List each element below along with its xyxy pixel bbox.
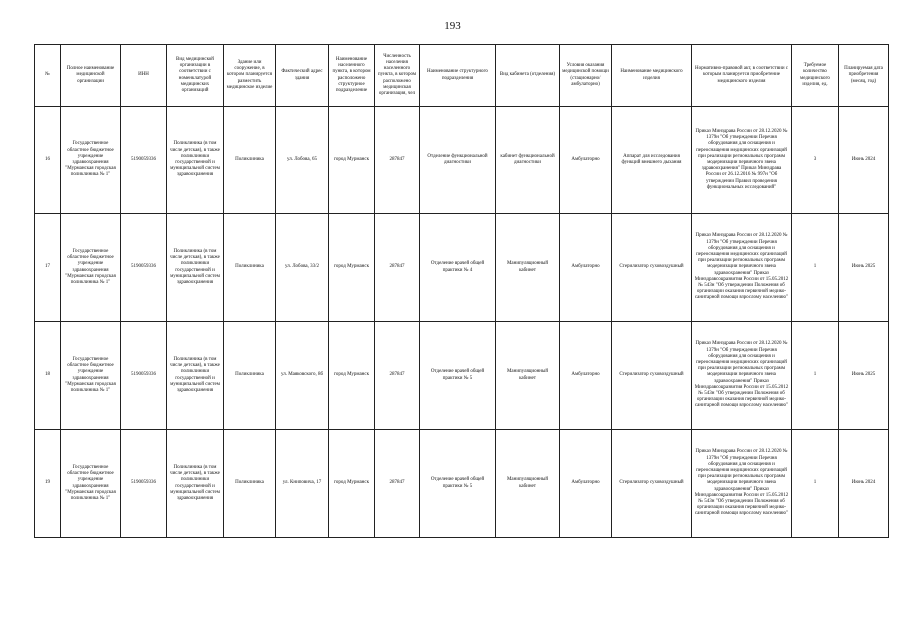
page-number: 193 — [444, 20, 461, 32]
cell-conditions: Амбулаторно — [560, 107, 612, 214]
cell-number: 18 — [35, 322, 61, 430]
cell-inn: 5190059336 — [121, 214, 167, 322]
header-row — [35, 45, 889, 107]
cell-conditions: Амбулаторно — [560, 430, 612, 538]
cell-cabinet: Манипуляционный кабинет — [496, 430, 560, 538]
cell-quantity: 1 — [792, 322, 839, 430]
cell-inn: 5190059336 — [121, 322, 167, 430]
cell-org-type: Поликлиника (в том числе детская), в также поликлиники государственной и муниципальной систем здравоохранения — [167, 430, 224, 538]
cell-building: Поликлиника — [224, 322, 276, 430]
header-cell-unit: Наименование структурного подразделения — [420, 45, 496, 107]
cell-locality: город Мурманск — [329, 107, 375, 214]
cell-inn: 5190059336 — [121, 107, 167, 214]
cell-population: 287847 — [375, 430, 420, 538]
cell-org: Государственное областное бюджетное учреждение здравоохранения "Мурманская городская поликлиника № 1" — [61, 107, 121, 214]
cell-building: Поликлиника — [224, 214, 276, 322]
cell-act: Приказ Минздрава России от 28.12.2020 № 1379н "Об утверждении Перечня оборудования для оснащения и переоснащения медицинских организаций при реализации региональных программ модернизации первичного звена здравоохранения" Приказ Минздравсоцразвития России от 15.05.2012 № 543н "Об утверждении Положения об организации оказания первичной медико-санитарной помощи взрослому населению" — [692, 430, 792, 538]
cell-org: Государственное областное бюджетное учреждение здравоохранения "Мурманская городская поликлиника № 1" — [61, 322, 121, 430]
cell-unit: Отделение врачей общей практики № 4 — [420, 214, 496, 322]
cell-act: Приказ Минздрава России от 28.12.2020 № 1379н "Об утверждении Перечня оборудования для оснащения и переоснащения медицинских организаций при реализации региональных программ модернизации первичного звена здравоохранения" Приказ Минздравсоцразвития России от 15.05.2012 № 543н "Об утверждении Положения об организации оказания первичной медико-санитарной помощи взрослому населению" — [692, 214, 792, 322]
cell-number: 19 — [35, 430, 61, 538]
cell-act: Приказ Минздрава России от 28.12.2020 № 1379н "Об утверждении Перечня оборудования для оснащения и переоснащения медицинских организаций при реализации региональных программ модернизации первичного звена здравоохранения" Приказ Минздравсоцразвития России от 15.05.2012 № 543н "Об утверждении Положения об организации оказания первичной медико-санитарной помощи взрослому населению" — [692, 322, 792, 430]
header-cell-device: Наименование медицинского изделия — [612, 45, 692, 107]
header-cell-number: № — [35, 45, 61, 107]
header-cell-org-type: Вид медицинской организации в соответствии с номенклатурой медицинских организаций — [167, 45, 224, 107]
header-cell-inn: ИНН — [121, 45, 167, 107]
cell-act: Приказ Минздрава России от 28.12.2020 № 1379н "Об утверждении Перечня оборудования для оснащения и переоснащения медицинских организаций при реализации региональных программ модернизации первичного звена здравоохранения" Приказ Минздрава России от 26.12.2016 № 997н "Об утверждении Правил проведения функциональных исследований" — [692, 107, 792, 214]
cell-date: Июнь 2025 — [839, 322, 889, 430]
cell-quantity: 3 — [792, 107, 839, 214]
cell-org-type: Поликлиника (в том числе детская), в также поликлиники государственной и муниципальной систем здравоохранения — [167, 107, 224, 214]
cell-population: 287847 — [375, 214, 420, 322]
header-cell-locality: Наименование населенного пункта, в котором расположено структурное подразделение — [329, 45, 375, 107]
cell-building: Поликлиника — [224, 430, 276, 538]
cell-locality: город Мурманск — [329, 214, 375, 322]
cell-date: Июнь 2024 — [839, 107, 889, 214]
cell-org: Государственное областное бюджетное учреждение здравоохранения "Мурманская городская поликлиника № 1" — [61, 430, 121, 538]
header-cell-address: Фактический адрес здания — [276, 45, 329, 107]
cell-unit: Отделение врачей общей практики № 5 — [420, 430, 496, 538]
cell-building: Поликлиника — [224, 107, 276, 214]
cell-unit: Отделение функциональной диагностики — [420, 107, 496, 214]
cell-device: Стерилизатор суховоздушный — [612, 430, 692, 538]
header-cell-conditions: Условия оказания медицинской помощи (стационарно/амбулаторно) — [560, 45, 612, 107]
table-row — [35, 214, 889, 322]
cell-org: Государственное областное бюджетное учреждение здравоохранения "Мурманская городская поликлиника № 1" — [61, 214, 121, 322]
cell-unit: Отделение врачей общей практики № 5 — [420, 322, 496, 430]
cell-device: Стерилизатор суховоздушный — [612, 322, 692, 430]
cell-device: Аппарат для исследования функций внешнего дыхания — [612, 107, 692, 214]
cell-org-type: Поликлиника (в том числе детская), в также поликлиники государственной и муниципальной систем здравоохранения — [167, 322, 224, 430]
cell-population: 287847 — [375, 107, 420, 214]
cell-cabinet: Манипуляционный кабинет — [496, 214, 560, 322]
header-cell-building: Здание или сооружение, в котором планируется разместить медицинское изделие — [224, 45, 276, 107]
cell-quantity: 1 — [792, 430, 839, 538]
cell-population: 287847 — [375, 322, 420, 430]
header-cell-org: Полное наименование медицинской организации — [61, 45, 121, 107]
cell-address: ул. Книповича, 17 — [276, 430, 329, 538]
cell-address: ул. Маяковского, 8б — [276, 322, 329, 430]
header-cell-quantity: Требуемое количество медицинского изделия, ед. — [792, 45, 839, 107]
cell-org-type: Поликлиника (в том числе детская), в также поликлиники государственной и муниципальной систем здравоохранения — [167, 214, 224, 322]
cell-number: 17 — [35, 214, 61, 322]
cell-cabinet: кабинет функциональной диагностики — [496, 107, 560, 214]
cell-date: Июнь 2025 — [839, 214, 889, 322]
table-row — [35, 107, 889, 214]
cell-date: Июнь 2024 — [839, 430, 889, 538]
header-cell-cabinet: Вид кабинета (отделения) — [496, 45, 560, 107]
table-row — [35, 430, 889, 538]
medical-equipment-table — [34, 44, 889, 538]
cell-locality: город Мурманск — [329, 322, 375, 430]
header-cell-population: Численность населения населенного пункта, в котором расположено медицинская организация, чел — [375, 45, 420, 107]
header-cell-act: Нормативно-правовой акт, в соответствии с которым планируется приобретение медицинского изделия — [692, 45, 792, 107]
cell-conditions: Амбулаторно — [560, 214, 612, 322]
cell-conditions: Амбулаторно — [560, 322, 612, 430]
cell-number: 16 — [35, 107, 61, 214]
cell-address: ул. Лобова, 65 — [276, 107, 329, 214]
cell-device: Стерилизатор суховоздушный — [612, 214, 692, 322]
header-cell-date: Планируемая дата приобретения (месяц, год) — [839, 45, 889, 107]
table-row — [35, 322, 889, 430]
cell-cabinet: Манипуляционный кабинет — [496, 322, 560, 430]
cell-inn: 5190059336 — [121, 430, 167, 538]
cell-quantity: 1 — [792, 214, 839, 322]
cell-locality: город Мурманск — [329, 430, 375, 538]
cell-address: ул. Лобова, 33/2 — [276, 214, 329, 322]
